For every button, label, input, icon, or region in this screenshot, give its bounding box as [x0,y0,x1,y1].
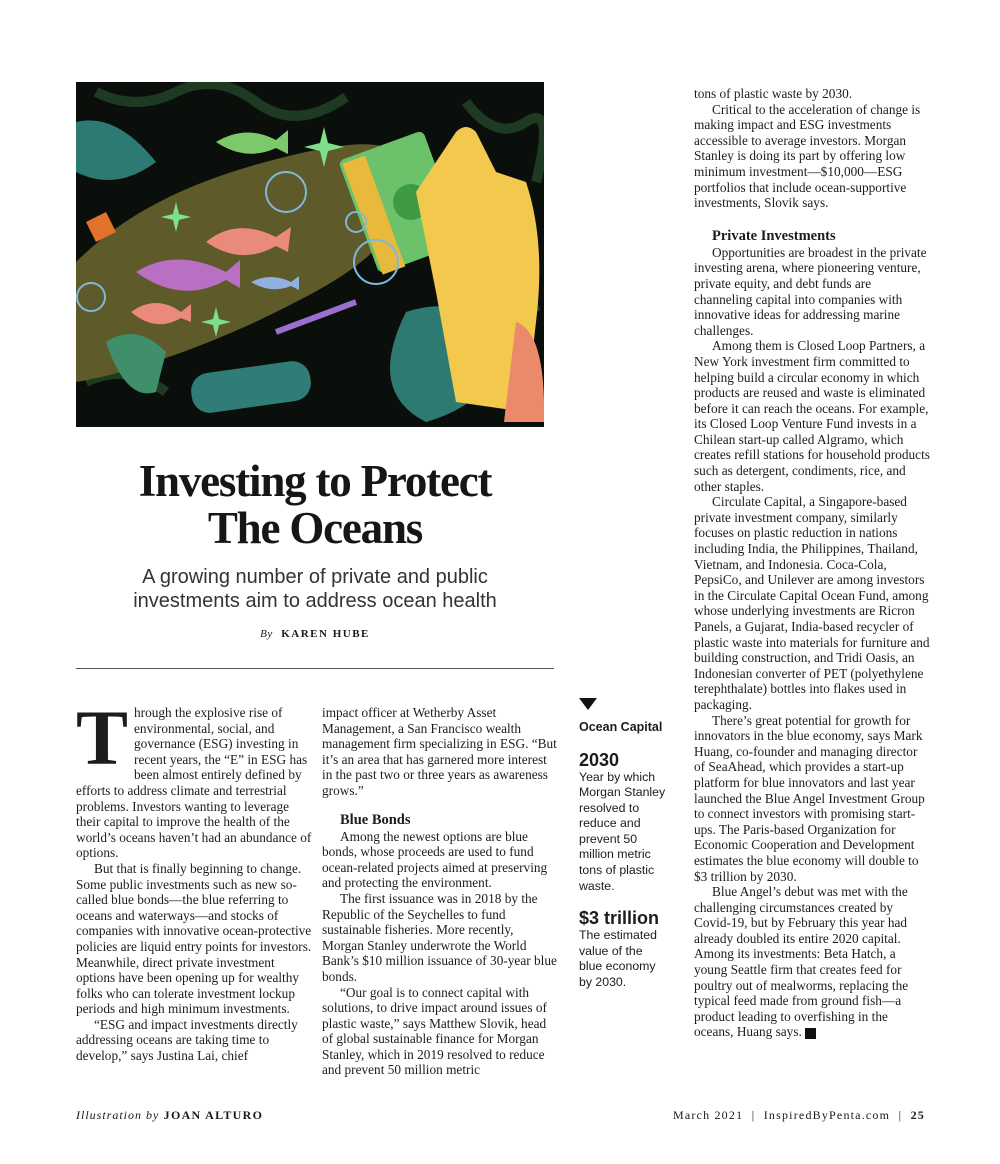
paragraph: impact officer at Wetherby Asset Management, a San Francisco wealth management firm specializing in ESG. “But it’s an area that has garnered more interest in the past two or three years as awareness grows.” [322,705,557,798]
divider [76,668,554,669]
separator: | [898,1108,903,1122]
article-subtitle [76,565,554,613]
author-name: KAREN HUBE [281,628,370,640]
sidebar-heading: Ocean Capital [579,720,663,734]
separator: | [751,1108,756,1122]
paragraph-text: hrough the explosive rise of environmental, social, and governance (ESG) investing in recent years, the “E” in ESG has been almost entirely defined by efforts to address climate and terrestrial problems. Investors wanting to leverage their capital to improve the health of the world’s oceans haven’t had an abundance of options. [76,705,312,861]
paragraph: The first issuance was in 2018 by the Republic of the Seychelles to fund sustainable fisheries. More recently, Morgan Stanley underwrote the World Bank’s $10 million issuance of 30-year blue bonds. [322,890,557,984]
article-title [76,458,554,552]
ocean-capital-sidebar [579,698,669,991]
body-column-2 [322,705,558,1078]
subtitle-line: investments aim to address ocean health [133,590,497,612]
byline [76,628,554,640]
paragraph: Critical to the acceleration of change is making impact and ESG investments accessible to average investors. Morgan Stanley is doing its part by offering low minimum investment—$10,000—ESG portfolios that include ocean-supportive investments, Slovik says. [694,101,921,211]
title-line: The Oceans [207,503,423,553]
paragraph [76,694,312,861]
stat-text: The estimated value of the blue economy by 2030. [579,928,657,990]
paragraph: Circulate Capital, a Singapore-based private investment company, similarly focuses on plastic reduction in nations including India, the Philippines, Thailand, Vietnam, and Indonesia. Coca-Cola, PepsiCo, and Unilever are among investors in the Circulate Capital Ocean Fund, among whose underlying investments are Ricron Panels, a Gujarat, India-based recycler of plastic waste into materials for furniture and building construction, and Tridi Oasis, an Indonesian converter of PET (polyethylene terephthalate) bottles into flakes used in packaging. [694,494,930,712]
stat-text: Year by which Morgan Stanley resolved to reduce and prevent 50 million metric tons of plastic waste. [579,769,666,893]
paragraph-text: Blue Angel’s debut was met with the challenging circumstances created by Covid-19, but by February this year had already doubled its entire 2020 capital. Among its investments: Beta Hatch, a young Seattle firm that creates feed for poultry out of mealworms, replacing the typical feed made from ground fish—a product leading to overfishing in the oceans, Huang says. [694,884,909,1040]
paragraph: But that is finally beginning to change. Some public investments such as new so-called blue bonds—the blue referring to oceans and waterways—and stocks of companies with innovative ocean-protective policies are liquid entry points for investors. Meanwhile, direct private investment options have been opening up for wealthy folks who can tolerate investment lockup periods and high minimum investments. [76,860,312,1017]
paragraph [694,884,930,1040]
illustration-credit [76,1108,263,1123]
stat-value: 2030 [579,749,620,770]
drop-cap: T [76,694,129,781]
illustrator-name: JOAN ALTURO [163,1108,264,1122]
illustration-art [76,82,544,427]
page-number: 25 [910,1108,925,1122]
byline-prefix: By [260,628,273,640]
paragraph: tons of plastic waste by 2030. [694,86,853,101]
paragraph: There’s great potential for growth for innovators in the blue economy, says Mark Huang, co-founder and managing director of SeaAhead, which provides a start-up platform for blue innovators and last year launched the Blue Angel Investment Group to connect investors with promising start-ups. The Paris-based Organization for Economic Cooperation and Development estimates the blue economy will double to $3 trillion by 2030. [694,712,925,884]
section-heading-blue-bonds: Blue Bonds [340,811,411,828]
body-column-1 [76,694,312,1064]
subtitle-line: A growing number of private and public [142,566,488,588]
paragraph: Among them is Closed Loop Partners, a New York investment firm committed to helping build a circular economy in which products are reused and waste is eliminated before it can reach the oceans. For example, its Closed Loop Venture Fund invests in a Chilean start-up called Algramo, which creates refill stations for household products such as detergent, condiments, rice, and other staples. [694,338,930,494]
end-mark-icon: P [805,1028,816,1039]
page-footer [673,1108,925,1123]
site-link[interactable]: InspiredByPenta.com [763,1108,891,1122]
paragraph: Opportunities are broadest in the private investing arena, where pioneering venture, private equity, and debt funds are channeling capital into companies with innovative ideas for addressing marine challenges. [694,244,927,338]
paragraph: Among the newest options are blue bonds, whose proceeds are used to fund ocean-related projects aimed at preserving and protecting the environment. [322,828,548,891]
credit-prefix: Illustration by [76,1108,160,1122]
issue-date: March 2021 [672,1108,744,1122]
title-line: Investing to Protect [138,456,492,506]
paragraph: “ESG and impact investments directly addressing oceans are taking time to develop,” says Justina Lai, chief [76,1016,298,1064]
triangle-down-icon [579,698,597,710]
stat-value: $3 trillion [579,908,660,929]
ocean-illustration [76,82,544,427]
paragraph: “Our goal is to connect capital with solutions, to drive impact around issues of plastic waste,” says Matthew Slovik, head of global sustainable finance for Morgan Stanley, which in 2019 resolved to reduce and prevent 50 million metric [322,984,547,1078]
section-heading-private-investments: Private Investments [712,227,836,244]
body-column-3 [694,86,930,1040]
